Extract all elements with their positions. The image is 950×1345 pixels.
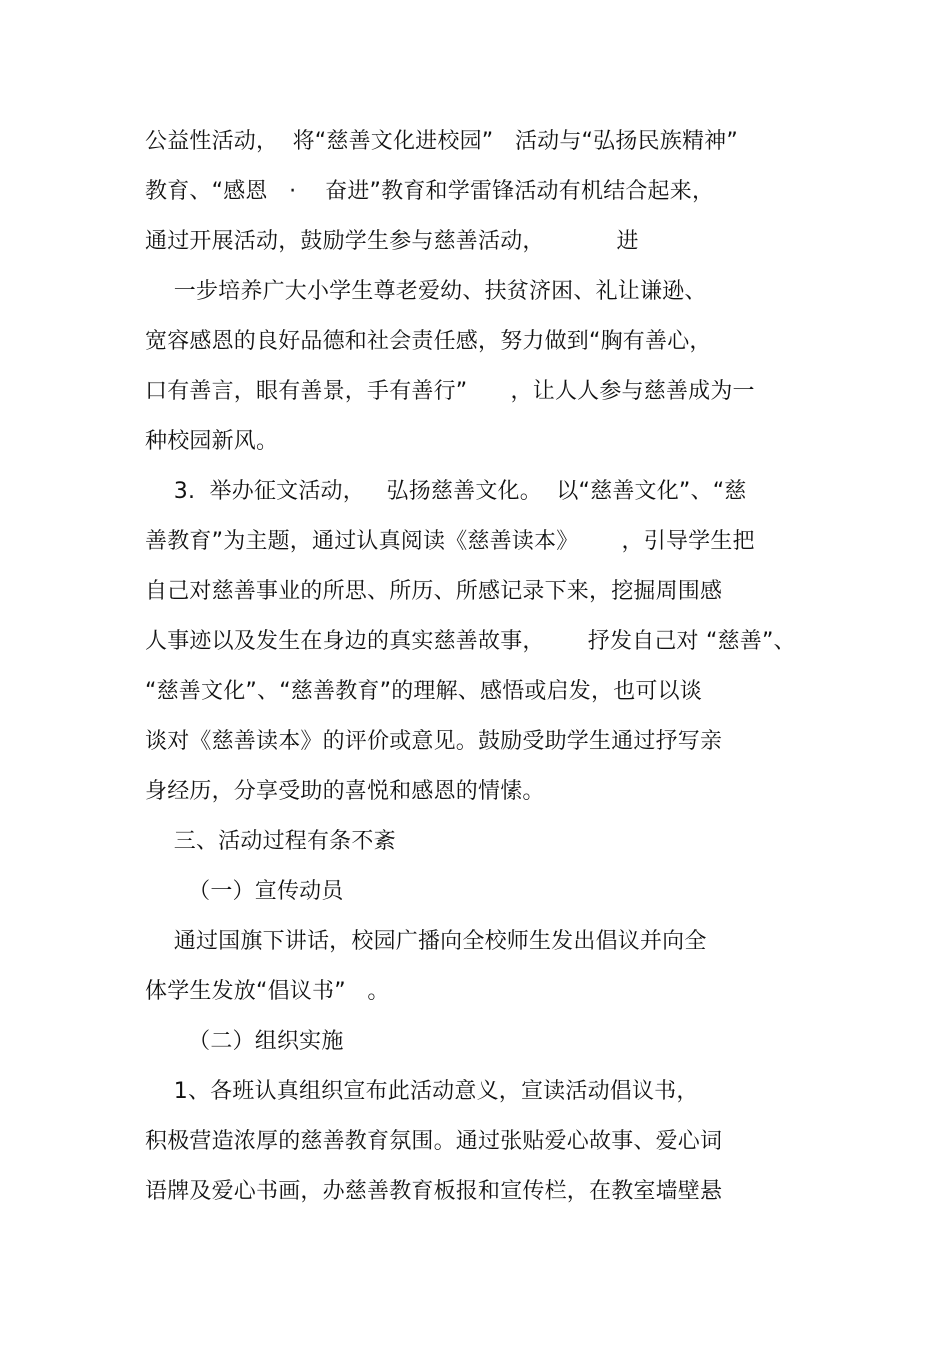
text-line: 自己对慈善事业的所思、所历、所感记录下来，挖掘周围感: [145, 579, 723, 604]
text-line: 公益性活动， 将“慈善文化进校园” 活动与“弘扬民族精神”: [145, 129, 738, 154]
text-line: 通过开展活动，鼓励学生参与慈善活动， 进: [145, 229, 639, 254]
text-line: 一步培养广大小学生尊老爱幼、扶贫济困、礼让谦逊、: [145, 279, 707, 304]
subsection-heading: （一）宣传动员: [145, 879, 344, 904]
text-line: 人事迹以及发生在身边的真实慈善故事， 抒发自己对 “慈善”、: [145, 629, 796, 654]
text-line: 善教育”为主题，通过认真阅读《慈善读本》 ，引导学生把: [145, 529, 755, 554]
subsection-heading: （二）组织实施: [145, 1029, 344, 1054]
text-line: 宽容感恩的良好品德和社会责任感，努力做到“胸有善心，: [145, 329, 712, 354]
text-line: 体学生发放“倡议书” 。: [145, 979, 390, 1004]
section-heading: 三、活动过程有条不紊: [145, 829, 396, 854]
text-line: 通过国旗下讲话，校园广播向全校师生发出倡议并向全: [145, 929, 707, 954]
text-line: 身经历，分享受助的喜悦和感恩的情愫。: [145, 779, 545, 804]
text-line: 语牌及爱心书画，办慈善教育板报和宣传栏，在教室墙壁悬: [145, 1179, 723, 1204]
text-line: 口有善言，眼有善景，手有善行” ，让人人参与慈善成为一: [145, 379, 755, 404]
text-line: 3. 举办征文活动， 弘扬慈善文化。 以“慈善文化”、“慈: [145, 479, 747, 504]
text-line: 种校园新风。: [145, 429, 279, 454]
text-line: 谈对《慈善读本》的评价或意见。鼓励受助学生通过抒写亲: [145, 729, 723, 754]
text-line: 1、各班认真组织宣布此活动意义，宣读活动倡议书，: [145, 1079, 699, 1104]
text-line: “慈善文化”、“慈善教育”的理解、感悟或启发，也可以谈: [145, 679, 702, 704]
text-line: 积极营造浓厚的慈善教育氛围。通过张贴爱心故事、爱心词: [145, 1129, 723, 1154]
text-line: 教育、“感恩 · 奋进”教育和学雷锋活动有机结合起来，: [145, 179, 715, 204]
